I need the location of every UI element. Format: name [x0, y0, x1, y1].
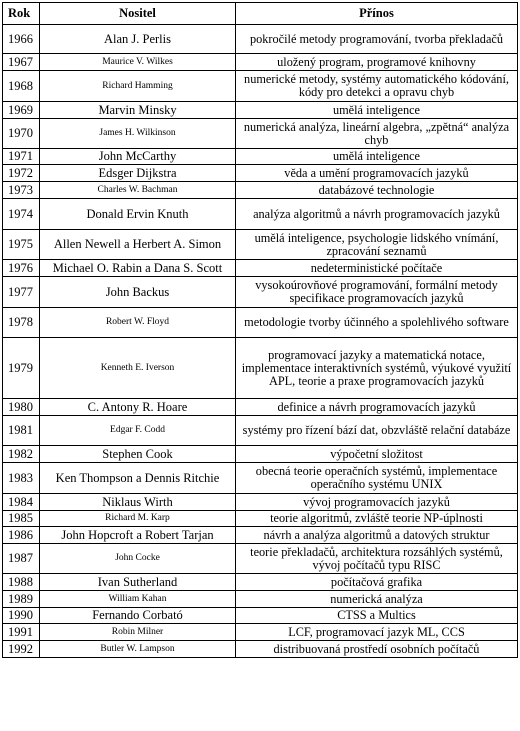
contribution-cell: distribuovaná prostředí osobních počítačů — [236, 641, 518, 658]
year-cell: 1991 — [3, 624, 40, 641]
laureate-cell: Maurice V. Wilkes — [40, 54, 236, 71]
year-cell: 1985 — [3, 511, 40, 527]
laureate-cell: John McCarthy — [40, 149, 236, 165]
table-row — [3, 71, 518, 102]
contribution-cell: počítačová grafika — [236, 574, 518, 591]
year-cell: 1987 — [3, 544, 40, 574]
table-row — [3, 416, 518, 446]
year-cell: 1988 — [3, 574, 40, 591]
laureate-cell: Marvin Minsky — [40, 102, 236, 119]
header-year: Rok — [3, 3, 40, 25]
contribution-cell: výpočetní složitost — [236, 446, 518, 463]
year-cell: 1990 — [3, 608, 40, 624]
laureate-cell: Ivan Sutherland — [40, 574, 236, 591]
laureate-cell: Niklaus Wirth — [40, 494, 236, 511]
turing-award-table — [2, 2, 518, 658]
laureate-cell: Ken Thompson a Dennis Ritchie — [40, 463, 236, 494]
year-cell: 1977 — [3, 277, 40, 308]
contribution-cell: numerická analýza — [236, 591, 518, 608]
table-row — [3, 527, 518, 544]
table-row — [3, 591, 518, 608]
table-row — [3, 624, 518, 641]
contribution-cell: teorie překladačů, architektura rozsáhlých systémů, vývoj počítačů typu RISC — [236, 544, 518, 574]
table-row — [3, 25, 518, 54]
laureate-cell: C. Antony R. Hoare — [40, 399, 236, 416]
contribution-cell: metodologie tvorby účinného a spolehlivého software — [236, 308, 518, 338]
year-cell: 1966 — [3, 25, 40, 54]
year-cell: 1981 — [3, 416, 40, 446]
laureate-cell: Edsger Dijkstra — [40, 165, 236, 182]
laureate-cell: Robin Milner — [40, 624, 236, 641]
table-row — [3, 463, 518, 494]
contribution-cell: LCF, programovací jazyk ML, CCS — [236, 624, 518, 641]
contribution-cell: vysokoúrovňové programování, formální metody specifikace programovacích jazyků — [236, 277, 518, 308]
contribution-cell: návrh a analýza algoritmů a datových struktur — [236, 527, 518, 544]
year-cell: 1969 — [3, 102, 40, 119]
year-cell: 1983 — [3, 463, 40, 494]
contribution-cell: umělá inteligence — [236, 102, 518, 119]
laureate-cell: William Kahan — [40, 591, 236, 608]
table-row — [3, 608, 518, 624]
header-contribution: Přínos — [236, 3, 518, 25]
year-cell: 1968 — [3, 71, 40, 102]
table-row — [3, 641, 518, 658]
table-row — [3, 230, 518, 260]
header-laureate: Nositel — [40, 3, 236, 25]
laureate-cell: Allen Newell a Herbert A. Simon — [40, 230, 236, 260]
table-row — [3, 399, 518, 416]
laureate-cell: Charles W. Bachman — [40, 182, 236, 199]
year-cell: 1984 — [3, 494, 40, 511]
table-row — [3, 149, 518, 165]
year-cell: 1980 — [3, 399, 40, 416]
year-cell: 1973 — [3, 182, 40, 199]
contribution-cell: databázové technologie — [236, 182, 518, 199]
contribution-cell: obecná teorie operačních systémů, implementace operačního systému UNIX — [236, 463, 518, 494]
table-row — [3, 102, 518, 119]
table-row — [3, 260, 518, 277]
laureate-cell: Alan J. Perlis — [40, 25, 236, 54]
year-cell: 1967 — [3, 54, 40, 71]
table-row — [3, 544, 518, 574]
contribution-cell: teorie algoritmů, zvláště teorie NP-úplnosti — [236, 511, 518, 527]
contribution-cell: umělá inteligence — [236, 149, 518, 165]
table-row — [3, 494, 518, 511]
table-row — [3, 165, 518, 182]
contribution-cell: analýza algoritmů a návrh programovacích jazyků — [236, 199, 518, 230]
table-row — [3, 199, 518, 230]
header-row — [3, 3, 518, 25]
year-cell: 1979 — [3, 338, 40, 399]
contribution-cell: věda a umění programovacích jazyků — [236, 165, 518, 182]
laureate-cell: Michael O. Rabin a Dana S. Scott — [40, 260, 236, 277]
contribution-cell: programovací jazyky a matematická notace, implementace interaktivních systémů, výukové využití APL, teorie a praxe programovacích jazyků — [236, 338, 518, 399]
laureate-cell: James H. Wilkinson — [40, 119, 236, 149]
table-row — [3, 182, 518, 199]
contribution-cell: pokročilé metody programování, tvorba překladačů — [236, 25, 518, 54]
contribution-cell: systémy pro řízení bází dat, obzvláště relační databáze — [236, 416, 518, 446]
table-row — [3, 574, 518, 591]
year-cell: 1992 — [3, 641, 40, 658]
document-page — [2, 2, 518, 658]
year-cell: 1976 — [3, 260, 40, 277]
contribution-cell: vývoj programovacích jazyků — [236, 494, 518, 511]
table-body — [3, 25, 518, 658]
laureate-cell: Richard Hamming — [40, 71, 236, 102]
contribution-cell: numerická analýza, lineární algebra, „zpětná“ analýza chyb — [236, 119, 518, 149]
table-row — [3, 511, 518, 527]
year-cell: 1986 — [3, 527, 40, 544]
year-cell: 1974 — [3, 199, 40, 230]
laureate-cell: Edgar F. Codd — [40, 416, 236, 446]
year-cell: 1989 — [3, 591, 40, 608]
year-cell: 1978 — [3, 308, 40, 338]
contribution-cell: CTSS a Multics — [236, 608, 518, 624]
table-row — [3, 119, 518, 149]
laureate-cell: John Cocke — [40, 544, 236, 574]
laureate-cell: Stephen Cook — [40, 446, 236, 463]
table-row — [3, 277, 518, 308]
year-cell: 1975 — [3, 230, 40, 260]
laureate-cell: Butler W. Lampson — [40, 641, 236, 658]
contribution-cell: definice a návrh programovacích jazyků — [236, 399, 518, 416]
contribution-cell: umělá inteligence, psychologie lidského vnímání, zpracování seznamů — [236, 230, 518, 260]
laureate-cell: John Hopcroft a Robert Tarjan — [40, 527, 236, 544]
table-row — [3, 446, 518, 463]
laureate-cell: Robert W. Floyd — [40, 308, 236, 338]
table-row — [3, 54, 518, 71]
laureate-cell: John Backus — [40, 277, 236, 308]
laureate-cell: Donald Ervin Knuth — [40, 199, 236, 230]
year-cell: 1972 — [3, 165, 40, 182]
contribution-cell: numerické metody, systémy automatického kódování, kódy pro detekci a opravu chyb — [236, 71, 518, 102]
contribution-cell: nedeterministické počítače — [236, 260, 518, 277]
laureate-cell: Fernando Corbató — [40, 608, 236, 624]
contribution-cell: uložený program, programové knihovny — [236, 54, 518, 71]
year-cell: 1982 — [3, 446, 40, 463]
laureate-cell: Richard M. Karp — [40, 511, 236, 527]
laureate-cell: Kenneth E. Iverson — [40, 338, 236, 399]
table-row — [3, 338, 518, 399]
year-cell: 1970 — [3, 119, 40, 149]
year-cell: 1971 — [3, 149, 40, 165]
table-row — [3, 308, 518, 338]
